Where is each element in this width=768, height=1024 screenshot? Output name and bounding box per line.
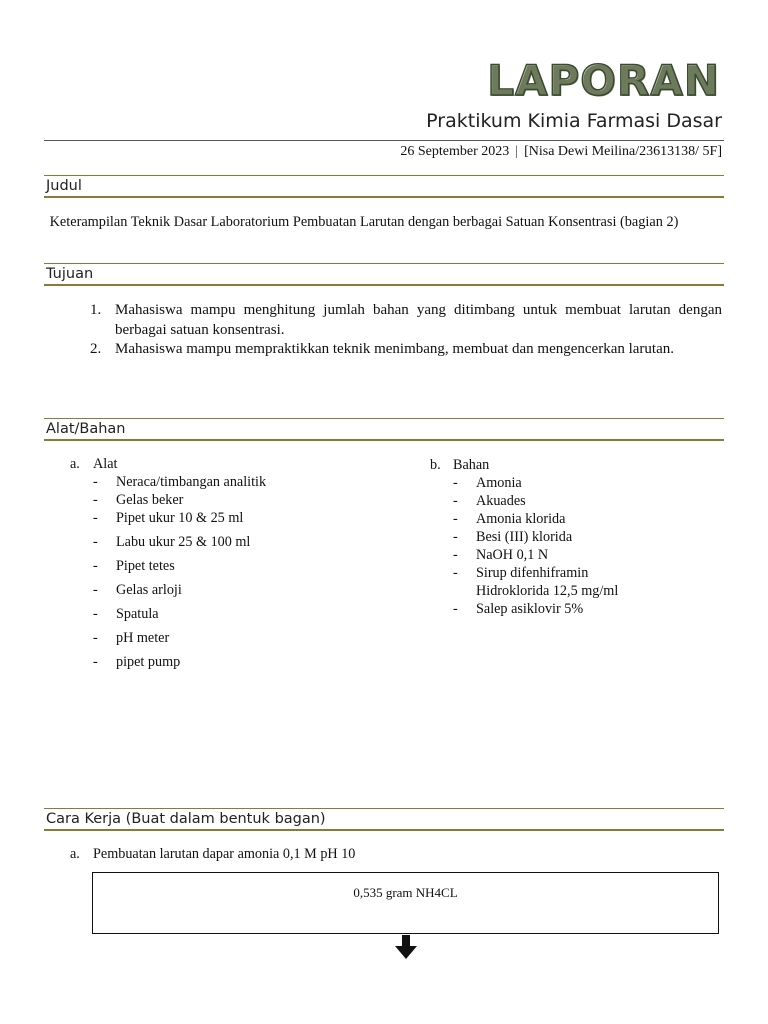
list-text: Mahasiswa mampu menghitung jumlah bahan yang ditimbang untuk membuat larutan dengan berbagai satuan konsentrasi. — [115, 302, 722, 338]
report-title: LAPORAN — [487, 56, 720, 105]
list-item — [90, 340, 722, 360]
bahan-item: Amonia — [476, 475, 522, 491]
list-number: 2. — [90, 341, 102, 357]
alat-column — [70, 456, 390, 678]
list-item: - pH meter — [70, 630, 390, 654]
list-item: - Pipet tetes — [70, 558, 390, 582]
alat-marker: a. — [70, 456, 80, 472]
bahan-item: Sirup difenhiframin Hidroklorida 12,5 mg/ml — [476, 565, 619, 599]
bahan-item: Akuades — [476, 493, 526, 509]
list-item: - NaOH 0,1 N — [430, 546, 730, 564]
alat-item: Neraca/timbangan analitik — [116, 474, 267, 490]
list-item: - Salep asiklovir 5% — [430, 600, 730, 618]
alat-item: Pipet tetes — [116, 558, 175, 574]
list-item: - pipet pump — [70, 654, 390, 678]
meta-separator: | — [515, 144, 519, 159]
section-alat-bahan: Alat/Bahan — [44, 418, 724, 441]
bahan-heading — [430, 456, 730, 474]
section-cara-kerja: Cara Kerja (Buat dalam bentuk bagan) — [44, 808, 724, 831]
alat-item: Labu ukur 25 & 100 ml — [116, 534, 251, 550]
alat-heading — [70, 456, 390, 474]
list-item: - Amonia — [430, 474, 730, 492]
report-subtitle: Praktikum Kimia Farmasi Dasar — [426, 110, 722, 132]
alat-item: Gelas beker — [116, 492, 184, 508]
down-arrow-icon — [395, 935, 417, 959]
report-meta — [400, 144, 722, 160]
list-item: - Pipet ukur 10 & 25 ml — [70, 510, 390, 534]
flowchart-box: 0,535 gram NH4CL — [92, 872, 719, 934]
judul-text: Keterampilan Teknik Dasar Laboratorium Pembuatan Larutan dengan berbagai Satuan Konsentrasi (bagian 2) — [46, 214, 679, 230]
report-author: [Nisa Dewi Meilina/23613138/ 5F] — [524, 144, 722, 159]
list-text: Mahasiswa mampu mempraktikkan teknik menimbang, membuat dan mengencerkan larutan. — [115, 341, 674, 357]
list-item — [90, 301, 722, 340]
header-divider — [44, 140, 724, 141]
step-marker: a. — [70, 846, 80, 862]
bahan-item: Salep asiklovir 5% — [476, 601, 584, 617]
alat-item: Gelas arloji — [116, 582, 182, 598]
bahan-item: Amonia klorida — [476, 511, 566, 527]
bahan-marker: b. — [430, 457, 441, 473]
list-item: - Amonia klorida — [430, 510, 730, 528]
bahan-title: Bahan — [453, 457, 490, 473]
report-date: 26 September 2023 — [400, 144, 510, 159]
bahan-item: Besi (III) klorida — [476, 529, 573, 545]
bahan-column — [430, 456, 730, 618]
step-title: Pembuatan larutan dapar amonia 0,1 M pH 10 — [93, 846, 356, 862]
alat-item: pipet pump — [116, 654, 181, 670]
bahan-item: NaOH 0,1 N — [476, 547, 549, 563]
alat-item: Spatula — [116, 606, 159, 622]
cara-kerja-step — [70, 846, 355, 863]
list-number: 1. — [90, 302, 102, 318]
tujuan-list — [90, 301, 722, 360]
alat-item: Pipet ukur 10 & 25 ml — [116, 510, 244, 526]
section-tujuan: Tujuan — [44, 263, 724, 286]
list-item: - Gelas beker — [70, 492, 390, 510]
alat-item: pH meter — [116, 630, 170, 646]
list-item: - Sirup difenhiframin Hidroklorida 12,5 mg/ml — [430, 564, 730, 600]
list-item: - Akuades — [430, 492, 730, 510]
list-item: - Labu ukur 25 & 100 ml — [70, 534, 390, 558]
section-judul: Judul — [44, 175, 724, 198]
alat-title: Alat — [93, 456, 118, 472]
list-item: - Spatula — [70, 606, 390, 630]
list-item: - Neraca/timbangan analitik — [70, 474, 390, 492]
list-item: - Besi (III) klorida — [430, 528, 730, 546]
list-item: - Gelas arloji — [70, 582, 390, 606]
